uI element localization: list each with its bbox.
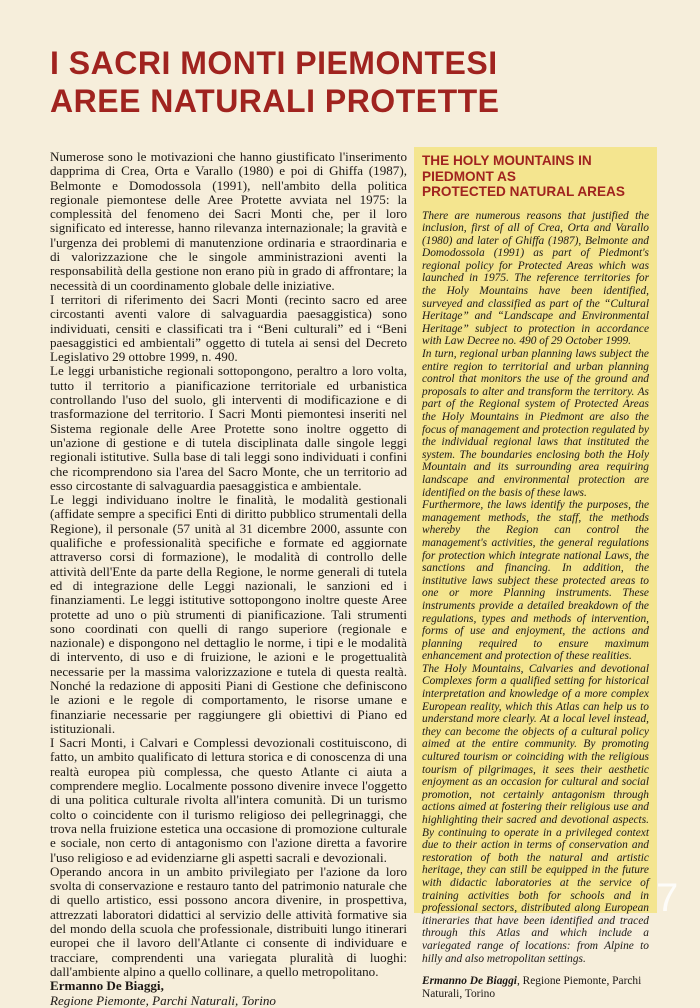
paragraph: Le leggi urbanistiche regionali sottopongono, peraltro a loro volta, tutto il territorio a pianificazione territoriale ed urbanistica controllando l'uso del suolo, gli interventi di modificazione e di trasformazione del territorio. I Sacri Monti piemontesi inseriti nel Sistema regionale delle Aree Protette sono inoltre oggetto di un'azione di gestione e di tutela disciplinata dalle singole leggi regionali istitutive. Sulla base di tali leggi sono individuati i confini che ricomprendono sia l'area del Sacro Monte, che un territorio ad esso circostante di salvaguardia paesaggistica e ambientale.: [50, 363, 407, 493]
title-line: AREE NATURALI PROTETTE: [50, 83, 500, 119]
summary-signature: [422, 975, 649, 1000]
page-number: 7: [656, 876, 679, 920]
summary-paragraph: Furthermore, the laws identify the purposes, the management methods, the staff, the methods whereby the Region can control the management's activities, the general regulations for protection which integrate national Laws, the sanctions and financing. In addition, the institutive laws subject these protected areas to one or more Planning instruments. These instruments provide a detailed breakdown of the regulations, types and methods of intervention, forms of use and enjoyment, the actions and planning required to ensure maximum enhancement and protection of these realities.: [422, 499, 649, 663]
paragraph: Operando ancora in un ambito privilegiato per l'azione da loro svolta di conservazione e restauro tanto del patrimonio naturale che di quello artistico, essi possono ancora divenire, in prospettiva, attrezzati laboratori didattici al servizio delle attività formative sia del mondo della scuola che professionale, distribuiti lungo itinerari europei che il lavoro dell'Atlante ci consente di individuare e tracciare, comprendenti una variegata pluralità di luoghi: dall'ambiente alpino a quello collinare, a quello metropolitano.: [50, 863, 407, 979]
italian-text-column: [50, 150, 407, 1008]
summary-title-line: PROTECTED NATURAL AREAS: [422, 184, 625, 199]
paragraph: I territori di riferimento dei Sacri Monti (recinto sacro ed aree circostanti aventi valore di salvaguardia paesaggistica) sono individuati, censiti e classificati tra i “Beni culturali” ed i “Beni paesaggistici ed ambientali” oggetto di tutela ai sensi del Decreto Legislativo 29 ottobre 1999, n. 490.: [50, 291, 407, 365]
author-name: Ermanno De Biaggi,: [50, 978, 164, 994]
author-affiliation: Regione Piemonte, Parchi Naturali, Torino: [50, 992, 276, 1008]
paragraph: Numerose sono le motivazioni che hanno giustificato l'inserimento dapprima di Crea, Orta e Varallo (1980) e poi di Ghiffa (1987), Belmonte e Domodossola (1991), nell'ambito della politica regionale piemontese delle Aree Protette avviata nel 1975: la complessità del fenomeno dei Sacri Monti che, per il loro significato ed interesse, hanno rilevanza internazionale; la gravità e l'urgenza dei problemi di manutenzione ordinaria e straordinaria e di valorizzazione che le singole amministrazioni aventi la responsabilità della gestione non erano più in grado di affrontare; la necessità di un coordinamento globale delle iniziative.: [50, 149, 407, 293]
paragraph: I Sacri Monti, i Calvari e Complessi devozionali costituiscono, di fatto, un ambito qualificato di lettura storica e di conoscenza di una realtà europea più complessa, che questo Atlante ci aiuta a comprendere meglio. Localmente possono divenire invece l'oggetto di una politica culturale rivolta all'intera comunità. Di un turismo colto o coincidente con il turismo religioso dei pellegrinaggi, che trova nella fruizione estetica una occasione di promozione culturale e sociale, non certo di antagonismo con l'azione diretta a favorire l'uso religioso e ad evidenziarne gli aspetti sacrali e devozionali.: [50, 735, 407, 865]
summary-body: [422, 210, 649, 966]
summary-paragraph: There are numerous reasons that justified the inclusion, first of all of Crea, Orta and Varallo (1980) and later of Ghiffa (1987), Belmonte and Domodossola (1991) as part of Piedmont's regional policy for Protected Areas which was launched in 1975. The reference territories for the Holy Mountains have been identified, surveyed and classified as part of the “Cultural Heritage” and “Landscape and Environmental Heritage” subject to protection in accordance with Law Decree no. 490 of 29 October 1999.: [422, 209, 649, 348]
page-title: [50, 44, 670, 120]
summary-author-name: Ermanno De Biaggi: [422, 975, 517, 988]
summary-paragraph: The Holy Mountains, Calvaries and devotional Complexes form a qualified setting for historical interpretation and knowledge of a more complex European reality, which this Atlas can help us to understand more clearly. At a local level instead, they can become the objects of a cultural policy aimed at the entire community. By promoting cultured tourism or coinciding with the religious tourism of pilgrimages, it sees their aesthetic enjoyment as an occasion for cultural and social promotion, not certainly antagonism through actions aimed at fostering their religious use and highlighting their sacred and devotional aspects. By continuing to operate in a privileged context due to their action in terms of conservation and restoration of both the natural and artistic heritage, they can still be equipped in the future with didactic laboratories at the service of training activities both for schools and in professional sectors, distributed along European itineraries that have been identified and traced through this Atlas and which include a variegated range of locations: from Alpine to hilly and also metropolitan settings.: [422, 662, 649, 965]
summary-author-affiliation: , Regione Piemonte, Parchi Naturali, Torino: [422, 975, 642, 1000]
summary-paragraph: In turn, regional urban planning laws subject the entire region to territorial and urban planning control that monitors the use of the ground and proposals to alter and transform the territory. As part of the Regional system of Protected Areas the Holy Mountains in Piedmont are also the focus of management and protection regulated by the individual regional laws that instituted the system. The boundaries enclosing both the Holy Mountain and its surrounding area requiring landscape and environmental protection are identified on the basis of these laws.: [422, 348, 649, 499]
author-signature: [50, 979, 407, 1008]
summary-title-line: PIEDMONT AS: [422, 168, 516, 184]
summary-title-line: THE HOLY MOUNTAINS IN: [422, 153, 592, 168]
summary-title: [422, 153, 649, 200]
title-line: I SACRI MONTI PIEMONTESI: [50, 45, 498, 81]
paragraph: Le leggi individuano inoltre le finalità, le modalità gestionali (affidate sempre a specifici Enti di diritto pubblico strumentali della Regione), il personale (57 unità al 31 dicembre 2000, assunte con qualifiche e professionalità specifiche e formate ed aggiornate attraverso corsi di formazione), le modalità di controllo delle attività dell'Ente da parte della Regione, le norme generali di tutela ed di integrazione delle Leggi nazionali, le sanzioni ed i finanziamenti. Le leggi istitutive sottopongono inoltre queste Aree protette ad uno o più strumenti di pianificazione. Tali strumenti sono coordinati con quelli di rango superiore (regionale e nazionale) e dispongono nel dettaglio le norme, i tipi e le modalità di intervento, di uso e di fruizione, le azioni e le progettualità necessarie per la massima valorizzazione e tutela di questa realtà. Nonché la redazione di appositi Piani di Gestione che definiscono le azioni e le regole di comportamento, le risorse umane e finanziarie necessarie per raggiungere gli obiettivi di Piano ed istituzionali.: [50, 492, 407, 736]
english-summary-box: [414, 147, 657, 1000]
